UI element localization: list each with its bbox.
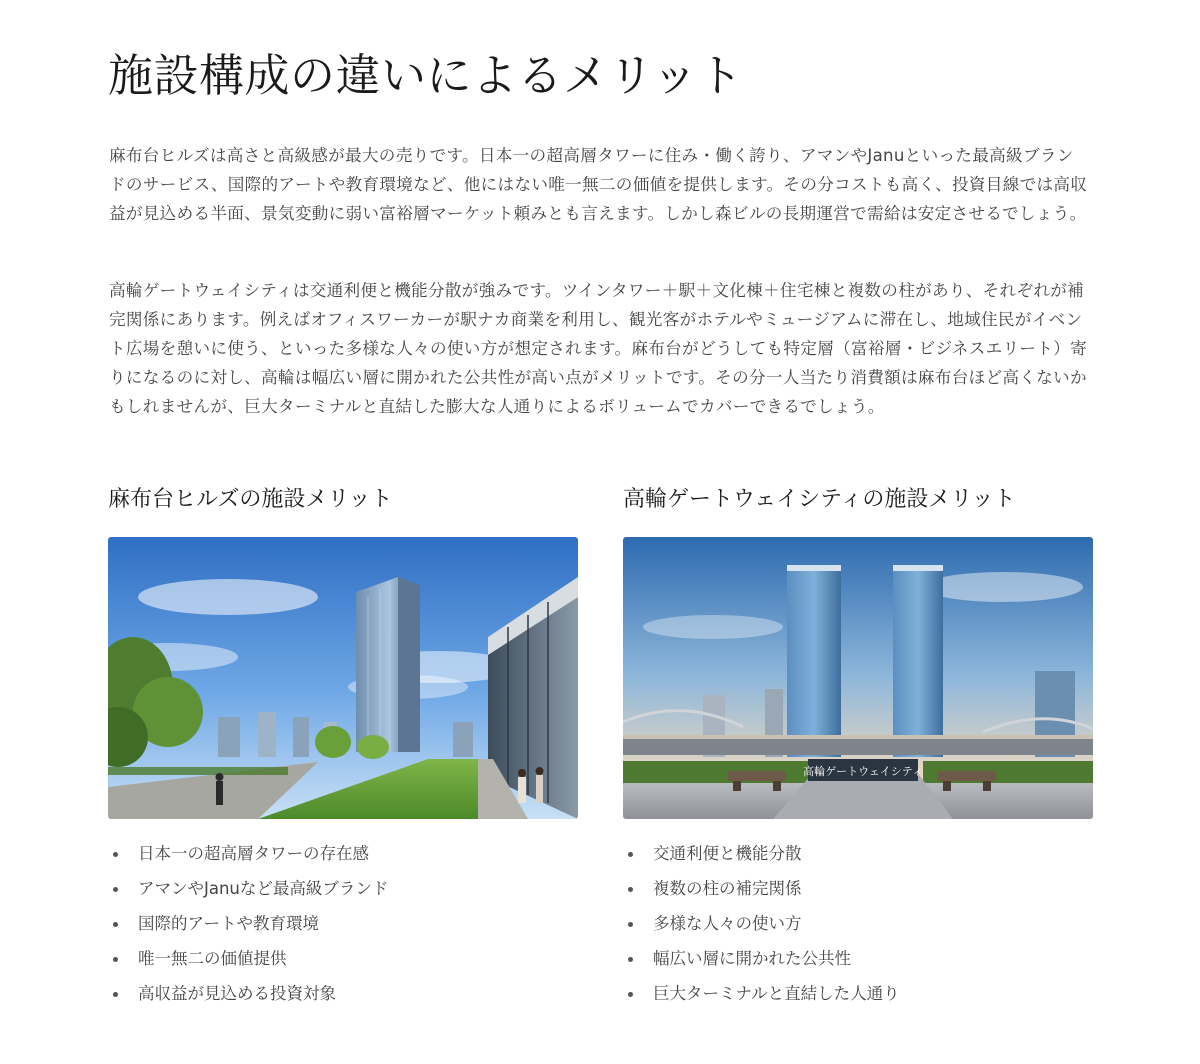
list-item [623, 978, 1093, 1013]
list-item [623, 943, 1093, 978]
list-item [108, 978, 578, 1013]
bullet-icon [628, 957, 633, 962]
bullet-icon [628, 852, 633, 857]
azabudai-column [108, 484, 578, 1013]
list-item [623, 873, 1093, 908]
bullet-icon [113, 852, 118, 857]
list-item [108, 838, 578, 873]
list-item-text: アマンやJanuなど最高級ブランド [138, 879, 389, 898]
intro-paragraph-takanawa: 高輪ゲートウェイシティは交通利便と機能分散が強みです。ツインタワー＋駅＋文化棟＋住宅棟と複数の柱があり、それぞれが補完関係にあります。例えばオフィスワーカーが駅ナカ商業を利用し、観光客がホテルやミュージアムに滞在し、地域住民がイベント広場を憩いに使う、といった多様な人々の使い方が想定されます。麻布台がどうしても特定層（富裕層・ビジネスエリート）寄りになるのに対し、高輪は幅広い層に開かれた公共性が高い点がメリットです。その分一人当たり消費額は麻布台ほど高くないかもしれませんが、巨大ターミナルと直結した膨大な人通りによるボリュームでカバーできるでしょう。 [109, 281, 1088, 416]
azabudai-merit-list [108, 838, 578, 1013]
intro-paragraph-azabudai: 麻布台ヒルズは高さと高級感が最大の売りです。日本一の超高層タワーに住み・働く誇り、アマンやJanuといった最高級ブランドのサービス、国際的アートや教育環境など、他にはない唯一無二の価値を提供します。その分コストも高く、投資目線では高収益が見込める半面、景気変動に弱い富裕層マーケット頼みとも言えます。しかし森ビルの長期運営で需給は安定させるでしょう。 [109, 146, 1088, 223]
list-item-text: 巨大ターミナルと直結した人通り [653, 984, 900, 1003]
list-item-text: 唯一無二の価値提供 [138, 949, 287, 968]
list-item-text: 高収益が見込める投資対象 [138, 984, 336, 1003]
bullet-icon [113, 992, 118, 997]
list-item-text: 国際的アートや教育環境 [138, 914, 320, 933]
takanawa-merit-list [623, 838, 1093, 1013]
bullet-icon [113, 922, 118, 927]
list-item-text: 多様な人々の使い方 [653, 914, 802, 933]
page-title: 施設構成の違いによるメリット [108, 49, 744, 102]
bullet-icon [113, 957, 118, 962]
list-item-text: 複数の柱の補完関係 [653, 879, 802, 898]
azabudai-photo [108, 537, 578, 819]
bullet-icon [113, 887, 118, 892]
takanawa-heading: 高輪ゲートウェイシティの施設メリット [623, 487, 1016, 512]
takanawa-photo [623, 537, 1093, 819]
list-item-text: 幅広い層に開かれた公共性 [653, 949, 851, 968]
bullet-icon [628, 992, 633, 997]
takanawa-column [623, 484, 1093, 1013]
list-item [623, 908, 1093, 943]
list-item [108, 873, 578, 908]
bullet-icon [628, 887, 633, 892]
bullet-icon [628, 922, 633, 927]
plaza-sign-text: 高輪ゲートウェイシティ [803, 765, 923, 778]
azabudai-heading: 麻布台ヒルズの施設メリット [108, 487, 393, 512]
list-item-text: 日本一の超高層タワーの存在感 [138, 844, 369, 863]
list-item-text: 交通利便と機能分散 [653, 844, 802, 863]
list-item [623, 838, 1093, 873]
list-item [108, 908, 578, 943]
list-item [108, 943, 578, 978]
